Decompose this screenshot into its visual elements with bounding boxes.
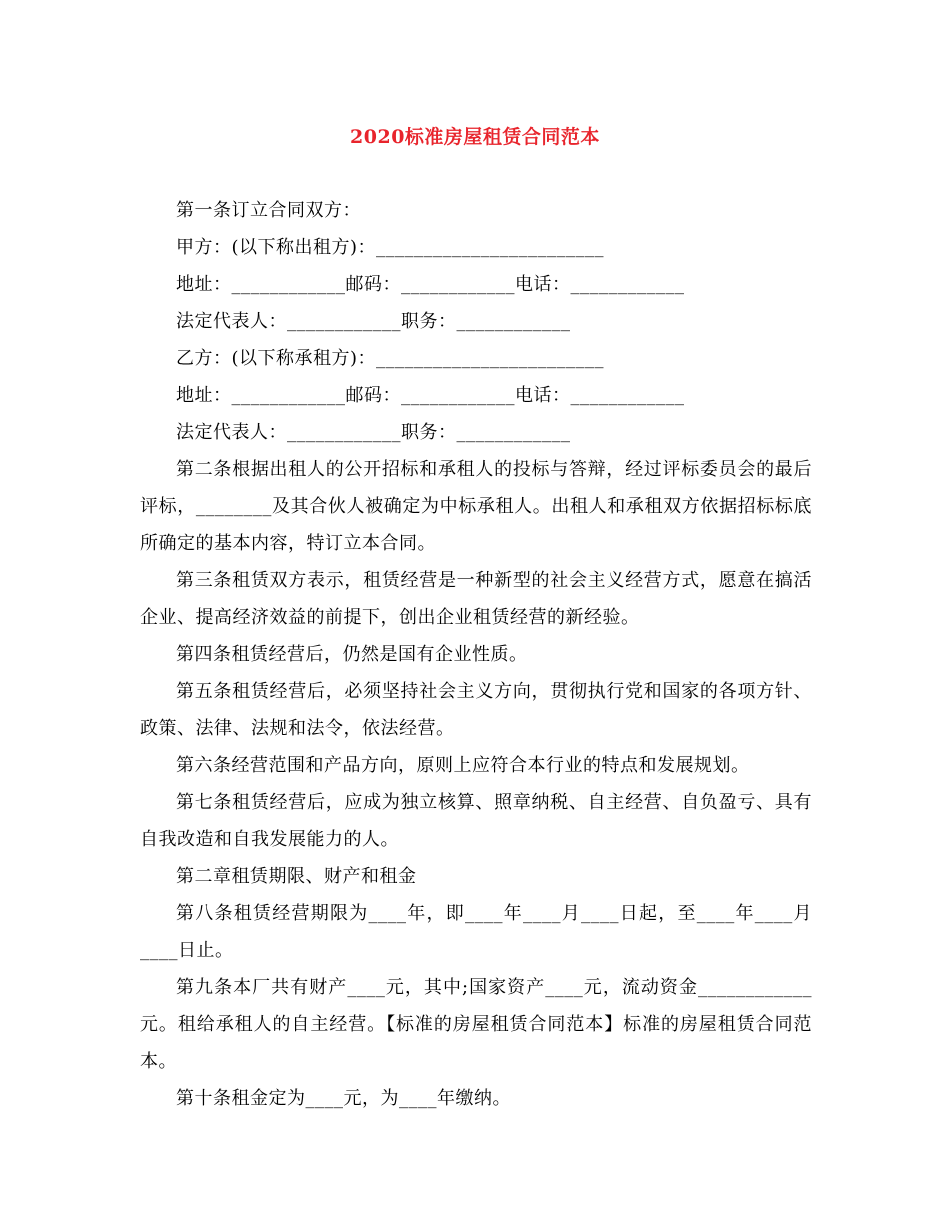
party-a-representative-line: 法定代表人：____________职务：____________ bbox=[176, 311, 571, 332]
clause-10: 第十条租金定为____元，为____年缴纳。 bbox=[176, 1088, 511, 1109]
document-body bbox=[140, 192, 812, 1117]
clause-6: 第六条经营范围和产品方向，原则上应符合本行业的特点和发展规划。 bbox=[176, 755, 750, 776]
chapter-2-heading: 第二章租赁期限、财产和租金 bbox=[176, 866, 417, 887]
document-title: 2020标准房屋租赁合同范本 bbox=[350, 126, 600, 148]
clause-4: 第四条租赁经营后，仍然是国有企业性质。 bbox=[176, 644, 528, 665]
clause-5: 第五条租赁经营后，必须坚持社会主义方向，贯彻执行党和国家的各项方针、政策、法律、法规和法令，依法经营。 bbox=[140, 681, 812, 739]
party-b-representative-line: 法定代表人：____________职务：____________ bbox=[176, 422, 571, 443]
party-b-line: 乙方：(以下称承租方)：________________________ bbox=[176, 348, 605, 369]
clause-3: 第三条租赁双方表示，租赁经营是一种新型的社会主义经营方式，愿意在搞活企业、提高经济效益的前提下，创出企业租赁经营的新经验。 bbox=[140, 570, 812, 628]
clause-2: 第二条根据出租人的公开招标和承租人的投标与答辩，经过评标委员会的最后评标，________及其合伙人被确定为中标承租人。出租人和承租双方依据招标标底所确定的基本内容，特订立本合同。 bbox=[140, 459, 812, 554]
clause-8: 第八条租赁经营期限为____年，即____年____月____日起，至____年____月____日止。 bbox=[140, 903, 812, 961]
party-a-address-line: 地址：____________邮码：____________电话：____________ bbox=[176, 274, 685, 295]
clause-7: 第七条租赁经营后，应成为独立核算、照章纳税、自主经营、自负盈亏、具有自我改造和自我发展能力的人。 bbox=[140, 792, 812, 850]
clause-1-heading: 第一条订立合同双方： bbox=[176, 200, 361, 221]
party-a-line: 甲方：(以下称出租方)：________________________ bbox=[176, 237, 605, 258]
party-b-address-line: 地址：____________邮码：____________电话：____________ bbox=[176, 385, 685, 406]
clause-9: 第九条本厂共有财产____元，其中;国家资产____元，流动资金____________元。租给承租人的自主经营。【标准的房屋租赁合同范本】标准的房屋租赁合同范本。 bbox=[140, 977, 812, 1072]
